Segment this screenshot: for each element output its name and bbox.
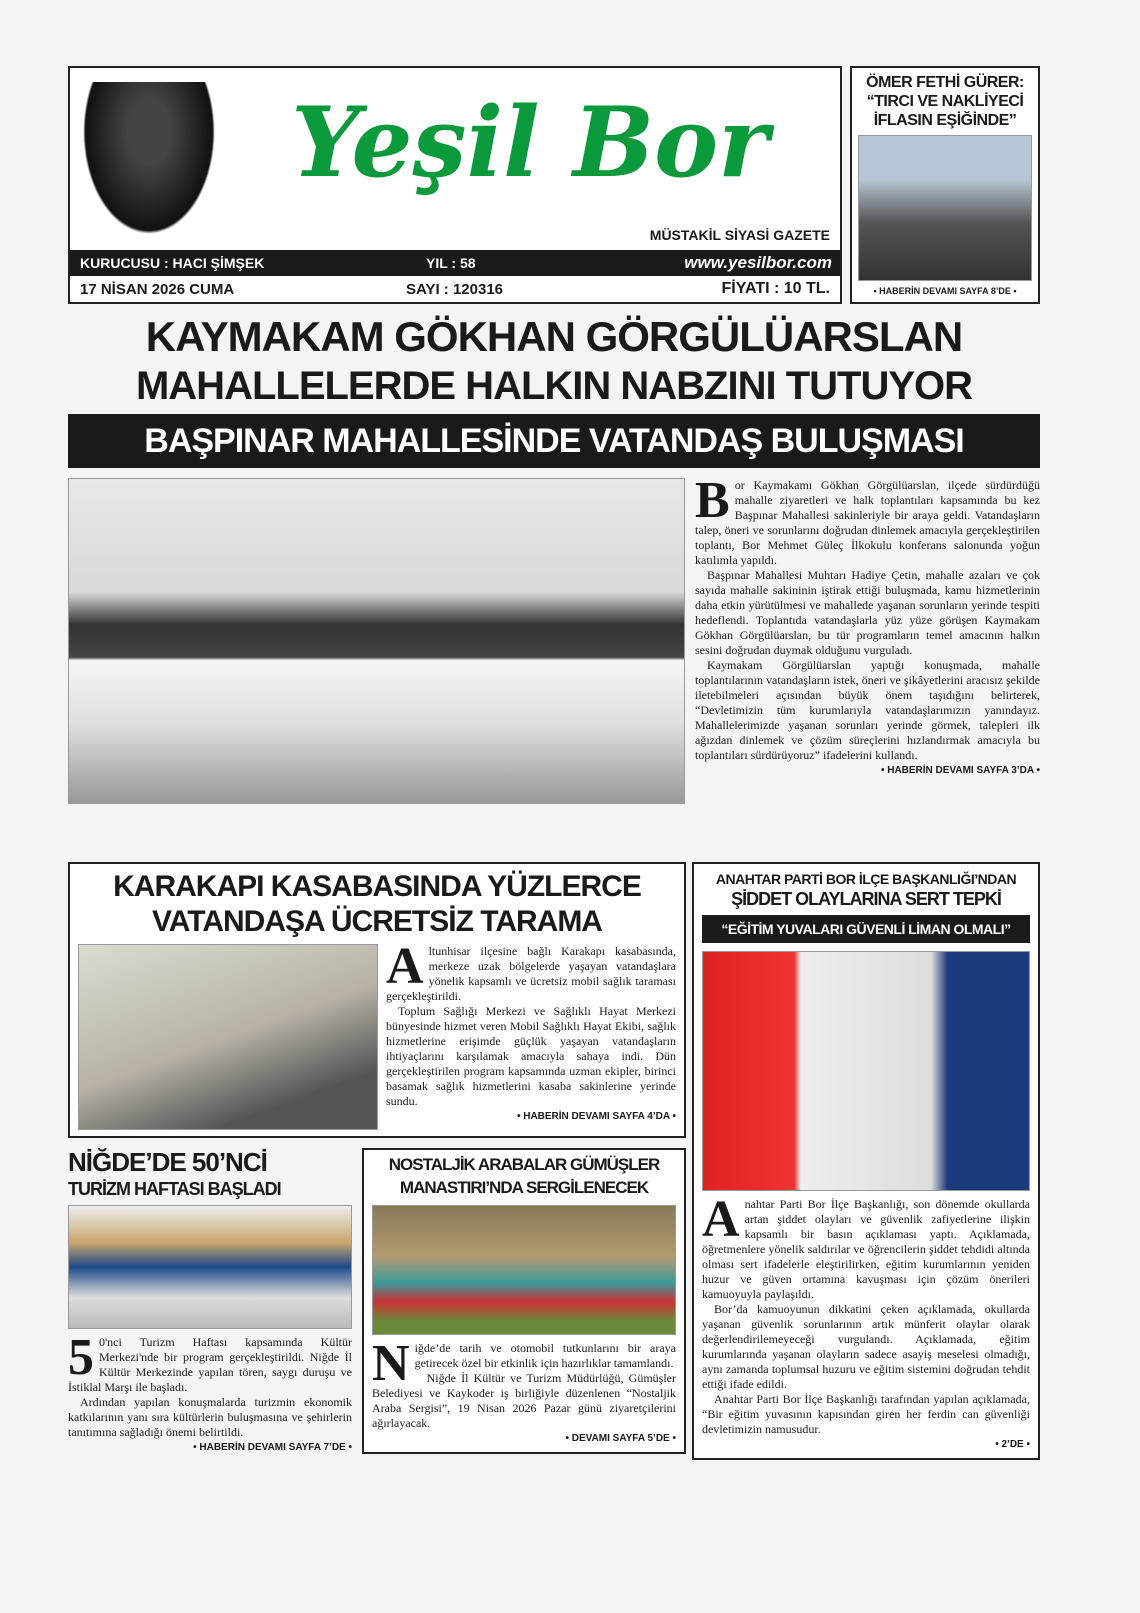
tagline: MÜSTAKİL SİYASİ GAZETE xyxy=(649,227,830,243)
karakapi-story xyxy=(68,862,686,1138)
side-story-photo xyxy=(858,135,1032,281)
founder: KURUCUSU : HACI ŞİMŞEK xyxy=(80,255,265,271)
karakapi-continue[interactable]: • HABERİN DEVAMI SAYFA 4’DA • xyxy=(516,1111,676,1122)
turizm-headline-2: TURİZM HAFTASI BAŞLADI xyxy=(68,1178,281,1199)
bottom-row xyxy=(68,1148,686,1455)
turizm-continue[interactable]: • HABERİN DEVAMI SAYFA 7’DE • xyxy=(193,1442,352,1454)
paragraph: Anahtar Parti Bor İlçe Başkanlığı tarafından yapılan açıklamada, “Bir eğitim yuvasının kapısından giren her ferdin can güvenliği devletimizin namusudur. xyxy=(702,1392,1030,1437)
anahtar-article xyxy=(702,1191,1030,1452)
paragraph: Ardından yapılan konuşmalarda turizmin ekonomik katkılarının yanı sıra kültürlerin buluşmasına ve şehirlerin tanıtımına sağladığı önemi belirtildi. xyxy=(68,1395,352,1440)
left-column xyxy=(68,862,686,1455)
turizm-headline-1: NİĞDE’DE 50’NCİ xyxy=(68,1147,267,1177)
paragraph: Toplum Sağlığı Merkezi ve Sağlıklı Hayat Merkezi bünyesinde hizmet veren Mobil Sağlıklı Hayat Ekibi, sağlık hizmetlerine erişimde güçlük yaşayan vatandaşların ihtiyaçlarını karşılamak amacıyla sahaya indi. Dün gerçekleştirilen program kapsamında uzman ekipler, birinci basamak sağlık hizmetlerini kasaba sakinlerine yerinde sundu. xyxy=(386,1004,676,1108)
lower-section xyxy=(68,862,1040,1460)
lead-paragraph: Başpınar Mahallesi Muhtarı Hadiye Çetin, mahalle azaları ve çok sayıda mahalle sakininin iştirak ettiği buluşmada, kamu hizmetlerinin daha etkin yürütülmesi ve mahallede yaşanan sorunların yerinde tespiti hedeflendi. Toplantıda vatandaşlarla yüz yüze görüşen Kaymakam Gökhan Görgülüarslan, bu tür programların temel amacının halkın sesini doğrudan duymak olduğunu vurguladı. xyxy=(695,568,1040,658)
karakapi-photo xyxy=(78,944,378,1130)
karakapi-content xyxy=(78,938,676,1130)
anahtar-photo xyxy=(702,951,1030,1191)
nostalji-story xyxy=(362,1148,686,1454)
lead-headline-1: KAYMAKAM GÖKHAN GÖRGÜLÜARSLAN xyxy=(145,313,963,360)
paragraph: nahtar Parti Bor İlçe Başkanlığı, son dönemde okullarda artan şiddet olayları ve güvenlik zafiyetlerine ilişkin kapsamlı bir basın açıklaması yaptı. Açıklamada, öğretmenlere yönelik saldırılar ve öğrencilerin şiddet tehdidi altında olması sert ifadelerle eleştirilirken, eğitim kurumlarının yeniden huzur ve güven ortamına kavuşması için çözüm önerileri kamuoyuyla paylaşıldı. xyxy=(702,1197,1030,1302)
side-story-continue[interactable]: • HABERİN DEVAMI SAYFA 8’DE • xyxy=(873,286,1017,296)
masthead xyxy=(68,66,842,304)
nostalji-headline-2: MANASTIRI’NDA SERGİLENECEK xyxy=(399,1177,649,1197)
drop-cap: B xyxy=(695,472,730,530)
price: FİYATI : 10 TL. xyxy=(721,280,830,297)
paragraph: 0'nci Turizm Haftası kapsamında Kültür Merkezi'nde bir program gerçekleştirildi. Niğde İl Kültür Merkezinde yapılan tören, saygı duruşu ve İstiklal Marşı ile başladı. xyxy=(68,1335,352,1395)
nostalji-continue[interactable]: • DEVAMI SAYFA 5’DE • xyxy=(565,1433,676,1445)
karakapi-headline-2: VATANDAŞA ÜCRETSİZ TARAMA xyxy=(152,905,602,938)
issue: SAYI : 120316 xyxy=(406,281,504,298)
lead-paragraph: or Kaymakamı Gökhan Görgülüarslan, ilçede sürdürdüğü mahalle ziyaretleri ve halk toplantıları kapsamında bu kez Başpınar Mahallesi sakinleriyle bir araya geldi. Vatandaşların talep, öneri ve sorunlarını doğrudan dinlemek amacıyla gerçekleştirilen toplantı, Bor Mehmet Güleç İlkokulu konferans salonunda yoğun katılımla yapıldı. xyxy=(695,478,1040,568)
turizm-photo xyxy=(68,1205,352,1329)
ataturk-portrait xyxy=(74,82,224,248)
side-story-title: ÖMER FETHİ GÜRER: “TIRCI VE NAKLİYECİ İFLASIN EŞİĞİNDE” xyxy=(866,74,1024,129)
masthead-title: Yeşil Bor xyxy=(291,86,769,199)
lead-paragraph: Kaymakam Görgülüarslan yaptığı konuşmada, mahalle toplantılarının vatandaşların istek, öneri ve şikâyetlerini aracısız şekilde iletebilmeleri açısından büyük önem taşıdığını belirterek, “Devletimizin tüm kurumlarıyla vatandaşlarımızın yanındayız. Mahallelerimizde yaşanan sorunları yerinde görmek, talepleri ilk ağızdan dinlemek ve çözüm süreçlerini hızlandırmak amacıyla bu toplantıları sürdürüyoruz” ifadelerini kullandı. xyxy=(695,658,1040,763)
drop-cap: 5 xyxy=(68,1329,94,1387)
turizm-story xyxy=(68,1148,352,1455)
year: YIL : 58 xyxy=(426,255,476,271)
paragraph: iğde’de tarih ve otomobil tutkunlarını bir araya getirecek özel bir etkinlik için hazırlıklar tamamlandı. xyxy=(414,1341,676,1371)
nostalji-headline-1: NOSTALJİK ARABALAR GÜMÜŞLER xyxy=(388,1155,660,1174)
anahtar-story xyxy=(692,862,1040,1460)
anahtar-headline-2: ŞİDDET OLAYLARINA SERT TEPKİ xyxy=(731,889,1001,910)
lead-photo xyxy=(68,478,685,804)
paragraph: ltunhisar ilçesine bağlı Karakapı kasabasında, merkeze uzak bölgelerde yaşayan vatandaşlara yönelik kapsamlı ve ücretsiz mobil sağlık taraması gerçekleştirildi. xyxy=(386,944,676,1003)
lead-subhead: BAŞPINAR MAHALLESİNDE VATANDAŞ BULUŞMASI xyxy=(68,414,1040,468)
karakapi-article xyxy=(386,938,676,1130)
lead-story xyxy=(68,314,1040,804)
drop-cap: N xyxy=(372,1335,410,1393)
karakapi-headline-1: KARAKAPI KASABASINDA YÜZLERCE xyxy=(113,870,641,903)
drop-cap: A xyxy=(386,938,424,995)
nostalji-article xyxy=(372,1335,676,1446)
info-bar xyxy=(70,250,840,276)
paragraph: Bor’da kamuoyunun dikkatini çeken açıklamada, okullarda yaşanan güvenlik sorunlarının artık münferit olaylar olarak değerlendirilemeyeceği vurgulandı. Açıklamada, eğitim kurumlarında yaşanan olayların sadece asayiş meselesi olmadığı, aynı zamanda toplumsal huzuru ve eğitim sistemini doğrudan tehdit ettiği ifade edildi. xyxy=(702,1302,1030,1392)
side-story[interactable] xyxy=(850,66,1040,304)
nostalji-photo xyxy=(372,1205,676,1335)
lead-content xyxy=(68,472,1040,804)
lead-headline-2: MAHALLELERDE HALKIN NABZINI TUTUYOR xyxy=(135,364,973,409)
anahtar-headline-1: ANAHTAR PARTİ BOR İLÇE BAŞKANLIĞI’NDAN xyxy=(715,871,1017,887)
website[interactable]: www.yesilbor.com xyxy=(684,253,832,272)
paragraph: Niğde İl Kültür ve Turizm Müdürlüğü, Gümüşler Belediyesi ve Kaykoder iş birliğiyle düzenlenen “Nostaljik Araba Sergisi”, 19 Nisan 2026 Pazar günü ziyaretçilerini ağırlayacak. xyxy=(372,1371,676,1431)
anahtar-quote: “EĞİTİM YUVALARI GÜVENLİ LİMAN OLMALI” xyxy=(702,915,1030,943)
lead-article xyxy=(695,472,1040,804)
anahtar-continue[interactable]: • 2’DE • xyxy=(995,1439,1030,1451)
lead-continue[interactable]: • HABERİN DEVAMI SAYFA 3’DA • xyxy=(880,765,1040,777)
date: 17 NİSAN 2026 CUMA xyxy=(80,281,235,298)
drop-cap: A xyxy=(702,1191,740,1249)
turizm-article xyxy=(68,1329,352,1455)
